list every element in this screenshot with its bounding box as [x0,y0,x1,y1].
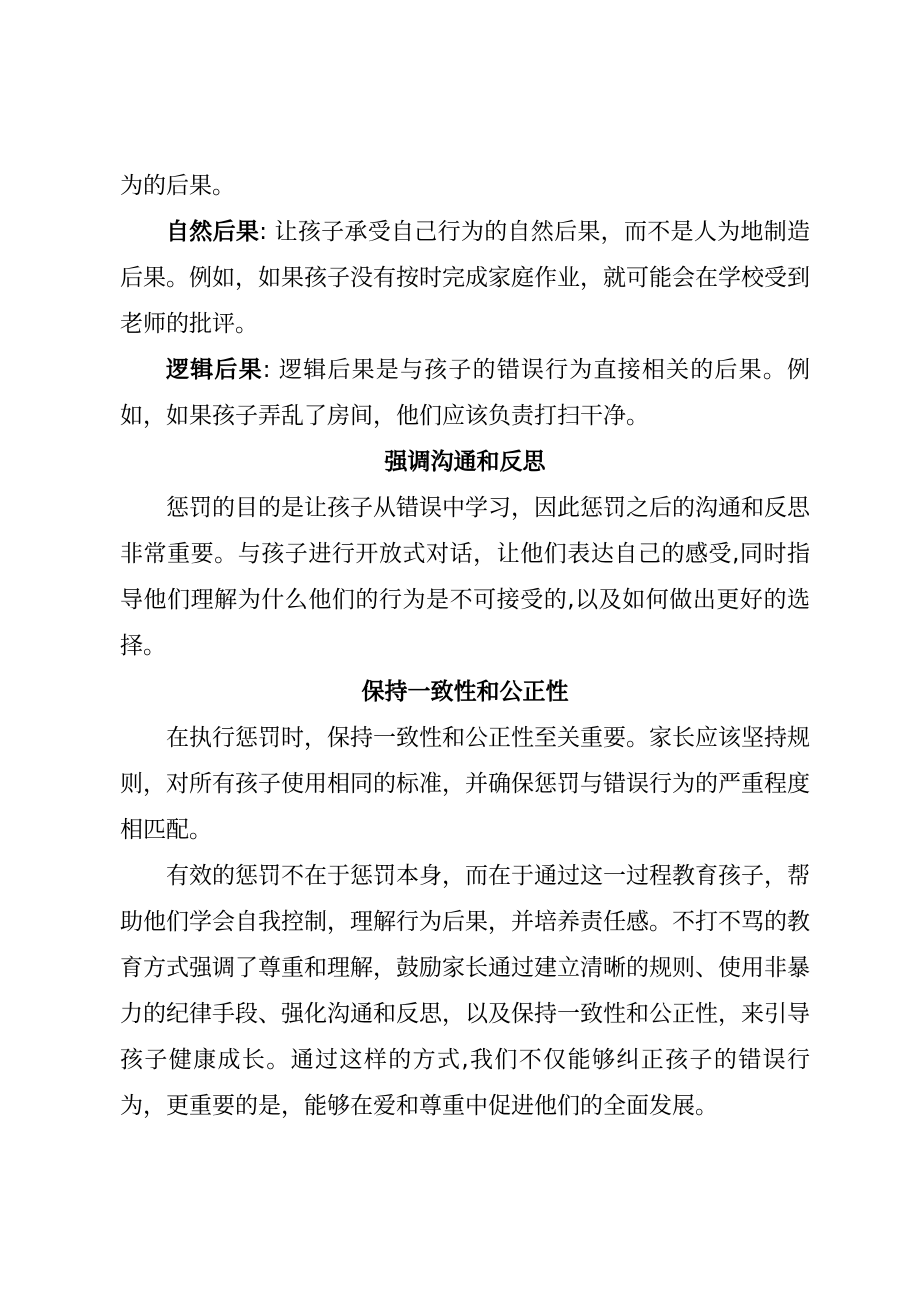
paragraph-consistency: 在执行惩罚时，保持一致性和公正性至关重要。家长应该坚持规则，对所有孩子使用相同的标准，并确保惩罚与错误行为的严重程度相匹配。 [120,725,810,843]
term-natural-consequences: 自然后果 [166,219,260,245]
heading-consistency-fairness: 保持一致性和公正性 [361,679,569,705]
paragraph-logical-consequences [120,347,810,439]
paragraph-natural-consequences [120,209,810,347]
paragraph-continuation: 为的后果。 [120,173,235,199]
paragraph-conclusion: 有效的惩罚不在于惩罚本身，而在于通过这一过程教育孩子，帮助他们学会自我控制，理解行为后果，并培养责任感。不打不骂的教育方式强调了尊重和理解，鼓励家长通过建立清晰的规则、使用非暴力的纪律手段、强化沟通和反思，以及保持一致性和公正性，来引导孩子健康成长。通过这样的方式,我们不仅能够纠正孩子的错误行为，更重要的是，能够在爱和尊重中促进他们的全面发展。 [120,863,810,1119]
paragraph-text: 让孩子承受自己行为的自然后果，而不是人为地制造后果。例如，如果孩子没有按时完成家庭作业，就可能会在学校受到老师的批评。 [120,219,811,337]
heading-communication-reflection: 强调沟通和反思 [384,449,546,475]
paragraph-communication: 惩罚的目的是让孩子从错误中学习，因此惩罚之后的沟通和反思非常重要。与孩子进行开放式对话，让他们表达自己的感受,同时指导他们理解为什么他们的行为是不可接受的,以及如何做出更好的选择。 [120,495,810,659]
term-separator: : [262,357,280,383]
document-body [120,163,810,1129]
paragraph-text: 逻辑后果是与孩子的错误行为直接相关的后果。例如，如果孩子弄乱了房间，他们应该负责打扫干净。 [120,357,811,429]
term-logical-consequences: 逻辑后果 [166,357,263,383]
term-separator: : [259,219,275,245]
